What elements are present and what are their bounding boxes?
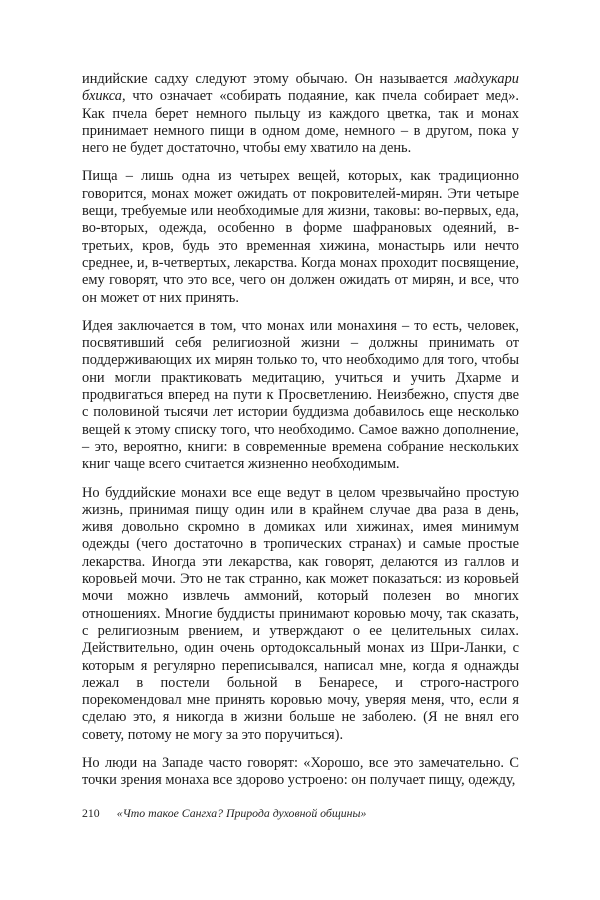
text-segment: индийские садху следуют этому обычаю. Он называется	[82, 71, 455, 87]
text-segment: Но люди на Западе часто говорят: «Хорошо, все это замечательно. С точки зрения монаха все здорово устроено: он получает пищу, одежду,	[82, 754, 519, 789]
text-segment: Пища – лишь одна из четырех вещей, которых, как традиционно говорится, монах может ожидать от покровителей-мирян. Эти четыре вещи, требуемые или необходимые для жизни, таковы: во-первых, еда, во-вторых, одежда, особенно в форме шафрановых одеяний, в-третьих, кров, будь это временная хижина, монастырь или нечто среднее, и, в-четвертых, лекарства. Когда монах проходит посвящение, ему говорят, что это все, чего он должен ожидать от мирян, и все, что он может от них принять.	[82, 168, 519, 306]
italic-text-segment: мадхукари бхикса	[82, 71, 519, 105]
paragraph-4	[82, 485, 519, 744]
page-footer	[82, 806, 552, 820]
text-segment: , что означает «собирать подаяние, как пчела собирает мед». Как пчела берет немного пыльцу из каждого цветка, так и монах принимает немного пищи в одном доме, немного – в другом, пока у него не будет достаточно, чтобы ему хватило на день.	[82, 88, 519, 157]
body-text	[82, 71, 519, 801]
paragraph-2	[82, 168, 519, 306]
text-segment: Идея заключается в том, что монах или монахиня – то есть, человек, посвятивший себя религиозной жизни – должны принимать от поддерживающих их мирян только то, что необходимо для того, чтобы они могли практиковать медитацию, учиться и учить Дхарме и продвигаться вперед на пути к Просветлению. Неизбежно, спустя две с половиной тысячи лет истории буддизма добавилось еще несколько вещей к этому списку того, что необходимо. Самое важно дополнение, – это, вероятно, книги: в современные времена собрание нескольких книг чаще всего считается жизненно необходимым.	[82, 317, 519, 473]
page-number: 210	[82, 806, 100, 820]
paragraph-1	[82, 71, 519, 157]
book-title: «Что такое Сангха? Природа духовной общины»	[116, 806, 367, 820]
paragraph-3	[82, 318, 519, 474]
text-segment: Но буддийские монахи все еще ведут в целом чрезвычайно простую жизнь, принимая пищу один или в крайнем случае два раза в день, живя довольно скромно в домиках или хижинах, имея минимум одежды (чего достаточно в тропических странах) и самые простые лекарства. Иногда эти лекарства, как говорят, делаются из галлов и коровьей мочи. Это не так странно, как может показаться: из коровьей мочи можно извлечь аммоний, который полезен во многих отношениях. Многие буддисты принимают коровью мочу, так сказать, с религиозным рвением, и утверждают о ее целительных силах. Действительно, один очень ортодоксальный монах из Шри-Ланки, с которым я регулярно переписывался, написал мне, когда я однажды лежал в постели больной в Бенаресе, и строго-настрого порекомендовал мне принять коровью мочу, уверяя меня, что, если я сделаю это, я никогда в жизни больше не заболею. (Я не внял его совету, потому не могу за это поручиться).	[82, 484, 519, 743]
paragraph-5	[82, 755, 519, 790]
